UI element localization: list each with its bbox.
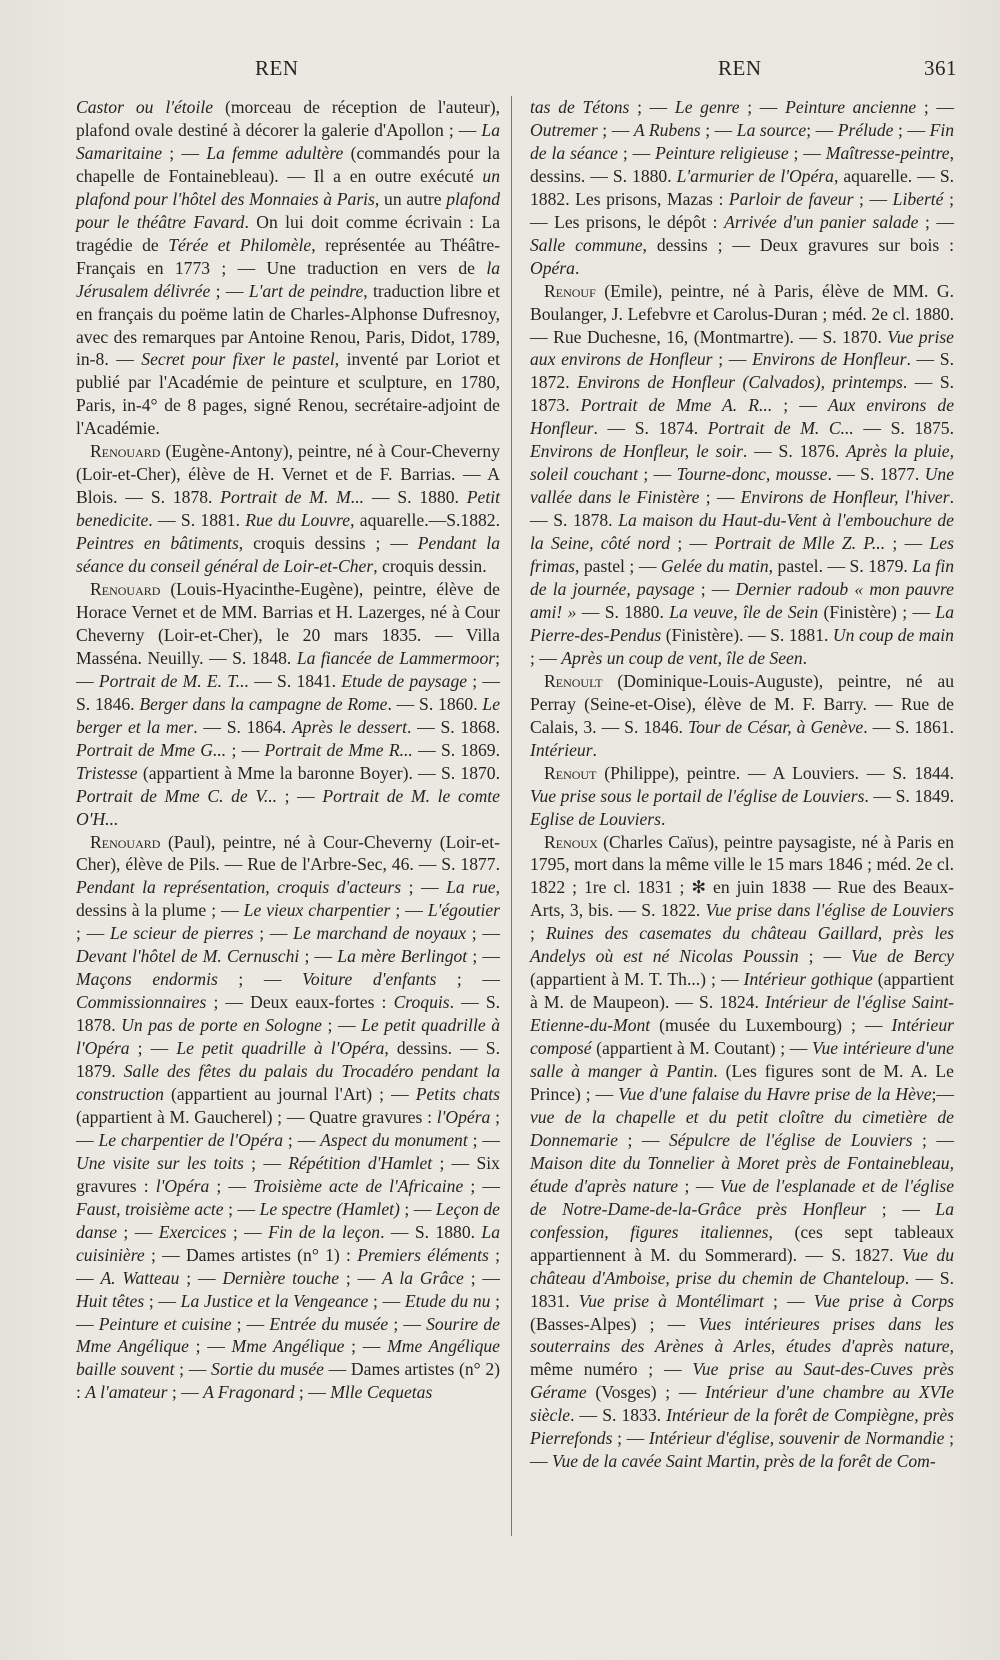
- column-divider: [511, 96, 512, 1536]
- italic-title: Fin de la séance: [530, 119, 955, 163]
- text-run: (Finistère) ; —: [818, 601, 936, 622]
- text-run: — S. 1880.: [364, 487, 467, 508]
- italic-title: l'Opéra: [436, 1106, 491, 1127]
- italic-title: La Samaritaine: [76, 119, 500, 163]
- entry-headword: Renouf: [544, 280, 596, 301]
- text-run: ; —: [617, 142, 656, 163]
- italic-title: Intérieur d'une chambre au XVIe siècle: [530, 1382, 954, 1426]
- italic-title: Etude du nu: [404, 1290, 491, 1311]
- text-run: ; —: [463, 1175, 501, 1196]
- italic-title: Portrait de M. C...: [707, 418, 854, 439]
- text-run: ; —: [700, 119, 737, 140]
- text-run: ; —: [612, 1428, 649, 1449]
- text-run: (Dominique-Louis-Auguste), peintre, né au Perray (Seine-et-Oise), élève de M. F. Barry. — Rue de Calais, 3. — S. 1846.: [530, 670, 954, 737]
- page-number: 361: [924, 56, 957, 80]
- italic-title: Secret pour fixer le pastel: [141, 349, 335, 370]
- italic-title: Après un coup de vent, île de Seen: [561, 647, 803, 668]
- text-run: (Paul), peintre, né à Cour-Cheverny (Loir-et-Cher), élève de Pils. — Rue de l'Arbre-Sec, 46. — S. 1877.: [76, 831, 500, 875]
- text-run: (Louis-Hyacinthe-Eugène), peintre, élève de Horace Vernet et de MM. Barrias et H. Lazerges, né à Cour Cheverny (Loir-et-Cher), le 20 mars 1835. — Villa Masséna. Neuilly. — S. 1848.: [76, 579, 500, 668]
- text-run: (commandés pour la chapelle de Fontainebleau). — Il a en outre exécuté: [76, 142, 500, 186]
- italic-title: Etude de paysage: [341, 670, 468, 691]
- italic-title: Parloir de faveur: [728, 188, 854, 209]
- italic-title: Prélude: [837, 119, 894, 140]
- text-run: ; — Six gravures :: [76, 1152, 500, 1196]
- text-run: ; — Deux eaux-fortes :: [206, 992, 394, 1013]
- entry-headword: Renouard: [90, 831, 161, 852]
- italic-title: Portrait de M. E. T...: [98, 670, 249, 691]
- italic-title: Une vallée dans le Finistère: [530, 464, 955, 508]
- italic-title: A. Watteau: [100, 1267, 180, 1288]
- text-run: , dessins ; — Deux gravures sur bois :: [642, 234, 954, 255]
- italic-title: La fiancée de Lammermoor: [296, 647, 496, 668]
- text-run: , aquarelle. — S. 1882. Les prisons, Mazas :: [530, 165, 954, 209]
- text-run: ; —: [299, 946, 338, 967]
- text-run: ; —: [885, 533, 930, 554]
- italic-title: A la Grâce: [382, 1267, 464, 1288]
- text-run: — S. 1875.: [853, 418, 955, 439]
- text-run: ; —: [788, 142, 826, 163]
- italic-title: La Pierre-des-Pendus: [530, 601, 954, 645]
- text-run: (appartient à Mme la baronne Boyer). — S. 1870.: [137, 762, 500, 783]
- text-run: ; —: [226, 1221, 269, 1242]
- italic-title: Croquis: [393, 992, 450, 1013]
- text-run: ; —: [231, 1313, 270, 1334]
- italic-title: Vue intérieure d'une salle à manger à Pantin: [530, 1038, 954, 1082]
- italic-title: Portrait de M. le comte O'H...: [76, 785, 500, 829]
- entry-headword: Renouard: [90, 579, 161, 600]
- italic-title: Petits chats: [415, 1083, 500, 1104]
- italic-title: La femme adultère: [206, 142, 344, 163]
- text-run: (Charles Caïus), peintre paysagiste, né à Paris en 1795, mort dans la même ville le 15 mars 1846 ; méd. 2e cl. 1822 ; 1re cl. 1831 ; ✻ en juin 1838 — Rue des Beaux-Arts, 3, bis. — S. 1822.: [530, 831, 954, 921]
- italic-title: Intérieur composé: [530, 1015, 954, 1059]
- italic-title: Mme Angélique baille souvent: [76, 1336, 500, 1380]
- italic-title: Mme Angélique: [231, 1336, 345, 1357]
- text-run: ; — Dames artistes (n° 1) :: [144, 1244, 358, 1265]
- italic-title: Intérieur gothique: [743, 969, 873, 990]
- italic-title: Pendant la représentation, croquis d'acteurs: [76, 877, 402, 898]
- text-run: ; —: [209, 1175, 254, 1196]
- text-run: (Eugène-Antony), peintre, né à Cour-Cheverny (Loir-et-Cher), élève de H. Vernet et de F. Barrias. — A Blois. — S. 1878.: [76, 441, 500, 508]
- text-run: , un autre: [374, 188, 447, 209]
- italic-title: Peinture et cuisine: [98, 1313, 232, 1334]
- italic-title: Tourne-donc, mousse: [676, 464, 828, 485]
- text-run: ; —: [772, 395, 828, 416]
- text-run: ; —: [283, 1129, 321, 1150]
- text-run: . — S. 1868.: [407, 716, 500, 737]
- text-run: (appartient à M. Gaucherel) ; — Quatre gravures :: [76, 1106, 437, 1127]
- italic-title: La Justice et la Vengeance: [180, 1290, 369, 1311]
- italic-title: Maison dite du Tonnelier à Moret près de Fontainebleau, étude d'après nature: [530, 1152, 954, 1196]
- italic-title: Portrait de Mme A. R...: [580, 395, 773, 416]
- italic-title: Après le dessert: [291, 716, 408, 737]
- italic-title: Environs de Honfleur, le soir: [530, 441, 743, 462]
- italic-title: Un pas de porte en Sologne: [121, 1015, 322, 1036]
- italic-title: L'égoutier: [427, 900, 501, 921]
- text-run: ; —: [530, 1428, 954, 1472]
- text-run: ; —: [167, 1382, 204, 1403]
- right-column: [530, 96, 954, 1473]
- text-run: ; —: [344, 1336, 388, 1357]
- italic-title: Environs de Honfleur: [752, 349, 907, 370]
- italic-title: A Rubens: [633, 119, 701, 140]
- text-run: . — S. 1849.: [864, 785, 954, 806]
- italic-title: Le spectre (Hamlet): [259, 1198, 400, 1219]
- text-run: , pastel ; —: [574, 556, 661, 577]
- text-run: . — S. 1880.: [380, 1221, 482, 1242]
- text-run: . — S. 1881.: [148, 510, 246, 531]
- italic-title: plafond pour le théâtre Favard: [76, 188, 501, 232]
- text-run: — Dames artistes (n° 2) :: [76, 1359, 501, 1403]
- text-run: . — S. 1874.: [593, 418, 708, 439]
- italic-title: Vue de Bercy: [851, 946, 954, 967]
- italic-title: Les frimas: [530, 533, 954, 577]
- italic-title: Aspect du monument: [320, 1129, 468, 1150]
- text-run: ; —: [739, 97, 786, 117]
- text-run: (appartient à M. Coutant) ; —: [591, 1038, 813, 1059]
- text-run: ; —: [912, 1129, 954, 1150]
- text-run: ; —: [916, 97, 955, 117]
- text-run: ; —: [763, 1290, 814, 1311]
- italic-title: Portrait de Mlle Z. P...: [714, 533, 886, 554]
- text-run: (musée du Luxembourg) ; —: [650, 1015, 892, 1036]
- entry-headword: Renout: [544, 762, 597, 783]
- text-run: ; —: [466, 923, 500, 944]
- italic-title: Maîtresse-peintre: [825, 142, 950, 163]
- text-run: ; — Les prisons, le dépôt :: [530, 188, 954, 232]
- text-run: ; —: [179, 1267, 223, 1288]
- text-run: ; —: [463, 1267, 501, 1288]
- text-run: ; —: [223, 1198, 260, 1219]
- text-run: ; —: [76, 923, 110, 944]
- italic-title: Opéra: [530, 257, 575, 278]
- text-run: (morceau de réception de l'auteur), plafond ovale destiné à décorer la galerie d'Apollon ; —: [76, 97, 500, 140]
- text-run: , inventé par Loriot et publié par l'Académie de peinture et sculpture, en 1780, Paris, in-4° de 8 pages, signé Renou, secrétaire-adjoint de l'Académie.: [76, 349, 500, 439]
- text-run: . (Les figures sont de M. A. Le Prince) ; —: [530, 1061, 954, 1104]
- text-run: , croquis dessins ; —: [238, 533, 418, 554]
- text-run: , dessins. — S. 1880.: [530, 142, 954, 186]
- text-run: (Emile), peintre, né à Paris, élève de MM. G. Boulanger, J. Lefebvre et Carolus-Duran ; méd. 2e cl. 1880. — Rue Duchesne, 16, (Montmartre). — S. 1870.: [530, 280, 954, 347]
- italic-title: Vue prise aux environs de Honfleur: [530, 326, 954, 370]
- italic-title: La rue: [446, 877, 496, 898]
- italic-title: Exercices: [158, 1221, 227, 1242]
- italic-title: Aux environs de Honfleur: [530, 395, 955, 439]
- italic-title: Dernière touche: [222, 1267, 340, 1288]
- text-run: ; —: [678, 1175, 720, 1196]
- text-run: ; —: [188, 1336, 232, 1357]
- text-run: ; —: [670, 533, 715, 554]
- text-run: ; —: [712, 349, 753, 370]
- text-run: ; —: [174, 1359, 212, 1380]
- italic-title: Fin de la leçon: [268, 1221, 381, 1242]
- text-run: ; —: [597, 119, 634, 140]
- italic-title: Environs de Honfleur (Calvados), printemps: [577, 372, 903, 393]
- italic-title: Rue du Louvre: [245, 510, 351, 531]
- text-run: ; —: [390, 900, 428, 921]
- italic-title: La confession, figures italiennes: [530, 1198, 954, 1242]
- text-run: ; —: [467, 946, 500, 967]
- text-run: ; —: [467, 1129, 500, 1150]
- italic-title: La fin de la journée, paysage: [530, 556, 954, 600]
- italic-title: Intérieur: [530, 739, 593, 760]
- text-run: (appartient au journal l'Art) ; —: [163, 1083, 416, 1104]
- italic-title: Vue de la cavée Saint Martin, près de la forêt de Com-: [552, 1451, 936, 1472]
- entry-paragraph: [530, 670, 954, 762]
- entry-paragraph: [76, 440, 500, 578]
- italic-title: Faust, troisième acte: [76, 1198, 224, 1219]
- text-run: ; —: [294, 1382, 331, 1403]
- text-run: . On lui doit comme écrivain : La tragédie de: [76, 211, 500, 255]
- italic-title: la Jérusalem délivrée: [76, 257, 500, 301]
- italic-title: Vue prise à Montélimart: [578, 1290, 764, 1311]
- entry-paragraph: [76, 831, 500, 1405]
- italic-title: La mère Berlingot: [337, 946, 468, 967]
- italic-title: Intérieur de la forêt de Compiègne, près Pierrefonds: [530, 1405, 954, 1449]
- italic-title: L'art de peindre: [248, 280, 364, 301]
- entry-paragraph: [530, 280, 954, 670]
- text-run: .: [660, 808, 666, 829]
- text-run: ; —: [76, 1290, 500, 1334]
- text-run: . — S. 1861.: [863, 716, 954, 737]
- text-run: ; —: [76, 1106, 500, 1150]
- italic-title: Un coup de main: [832, 624, 954, 645]
- text-run: ; —: [253, 923, 294, 944]
- running-head-right: REN: [718, 56, 762, 80]
- italic-title: Salle commune: [530, 234, 643, 255]
- italic-title: Portrait de Mme G...: [76, 739, 227, 760]
- italic-title: La veuve, île de Sein: [669, 601, 819, 622]
- italic-title: Le berger et la mer: [76, 693, 500, 737]
- text-run: ; —: [530, 647, 562, 668]
- text-run: ; —: [699, 487, 741, 508]
- italic-title: Vue du château d'Amboise, prise du chemin de Chanteloup: [530, 1244, 954, 1288]
- text-run: , dessins. — S. 1879.: [76, 1038, 500, 1082]
- italic-title: Intérieur de l'église Saint-Etienne-du-Mont: [530, 992, 954, 1036]
- text-run: (Finistère). — S. 1881.: [661, 624, 833, 645]
- italic-title: Arrivée d'un panier salade: [724, 211, 919, 232]
- italic-title: Peintres en bâtiments: [76, 533, 239, 554]
- text-run: . — S. 1878.: [76, 992, 500, 1036]
- text-run: ; — S. 1846.: [76, 670, 501, 714]
- text-run: . — S. 1860.: [387, 693, 483, 714]
- italic-title: Le genre: [674, 97, 740, 117]
- text-run: ; —: [368, 1290, 405, 1311]
- italic-title: Portrait de M. M...: [220, 487, 365, 508]
- italic-title: A Fragonard: [203, 1382, 295, 1403]
- text-run: ; —: [436, 969, 501, 990]
- text-run: ; —: [243, 1152, 289, 1173]
- entry-paragraph: [530, 762, 954, 831]
- text-run: ; —: [129, 1038, 177, 1059]
- text-run: ; —: [401, 877, 447, 898]
- italic-title: Portrait de Mme C. de V...: [76, 785, 278, 806]
- italic-title: Le petit quadrille à l'Opéra: [76, 1015, 501, 1059]
- entry-paragraph: [530, 831, 954, 1474]
- italic-title: Commissionnaires: [76, 992, 207, 1013]
- italic-title: Tristesse: [76, 762, 138, 783]
- text-run: ; —: [388, 1313, 427, 1334]
- text-run: (Philippe), peintre. — A Louviers. — S. 1844.: [596, 762, 954, 783]
- text-run: , (ces sept tableaux appartiennent à M. du Sommerard). — S. 1827.: [530, 1221, 954, 1265]
- italic-title: Tour de César, à Genève: [687, 716, 864, 737]
- italic-title: Salle des fêtes du palais du Trocadéro pendant la construction: [76, 1061, 501, 1104]
- continued-paragraph: [76, 96, 500, 440]
- text-run: (appartient à M. T. Th...) ; —: [530, 969, 744, 990]
- text-run: ; —: [918, 211, 954, 232]
- italic-title: Environs de Honfleur, l'hiver: [740, 487, 950, 508]
- italic-title: Peinture religieuse: [655, 142, 789, 163]
- text-run: , aquarelle.—S.1882.: [350, 510, 500, 531]
- italic-title: Le vieux charpentier: [243, 900, 391, 921]
- text-run: . — S. 1877.: [827, 464, 925, 485]
- text-run: (Vosges) ; —: [586, 1382, 706, 1403]
- text-run: (Basses-Alpes) ; —: [530, 1313, 699, 1334]
- italic-title: Le scieur de pierres: [109, 923, 254, 944]
- italic-title: Outremer: [530, 119, 598, 140]
- text-run: , traduction libre et en français du poëme latin de Charles-Alphonse Dufresnoy, avec des remarques par Antoine Renou, Paris, Didot, 1789, in-8. —: [76, 280, 500, 370]
- italic-title: Vue prise à Corps: [813, 1290, 955, 1311]
- text-run: ; —: [893, 119, 930, 140]
- text-run: . — S. 1878.: [530, 487, 954, 531]
- italic-title: Troisième acte de l'Africaine: [253, 1175, 464, 1196]
- text-run: ; —: [806, 119, 838, 140]
- italic-title: Petit benedicite: [76, 487, 501, 531]
- text-run: , dessins à la plume ; —: [76, 877, 500, 921]
- italic-title: Maçons endormis: [76, 969, 218, 990]
- italic-title: Le petit quadrille à l'Opéra: [176, 1038, 385, 1059]
- text-run: .: [592, 739, 597, 760]
- italic-title: La maison du Haut-du-Vent à l'embouchure de la Seine, côté nord: [530, 510, 954, 554]
- continued-paragraph: [530, 96, 954, 280]
- text-run: . — S. 1876.: [742, 441, 847, 462]
- entry-headword: Renoult: [544, 670, 603, 691]
- text-run: ; —: [321, 1015, 362, 1036]
- italic-title: Pendant la séance du conseil général de Loir-et-Cher: [76, 533, 500, 577]
- italic-title: La cuisinière: [76, 1221, 500, 1265]
- entry-headword: Renouard: [90, 441, 161, 462]
- italic-title: Après la pluie, soleil couchant: [530, 441, 954, 485]
- italic-title: Vue prise au Saut-des-Cuves près Gérame: [530, 1359, 955, 1403]
- italic-title: Vue prise sous le portail de l'église de Louviers: [530, 785, 865, 806]
- text-run: — S. 1869.: [412, 739, 500, 760]
- text-run: ; —: [399, 1198, 436, 1219]
- italic-title: Eglise de Louviers: [530, 808, 661, 829]
- italic-title: Leçon de danse: [76, 1198, 500, 1242]
- text-run: ; —: [629, 97, 675, 117]
- text-run: ; —: [76, 1244, 500, 1288]
- text-run: ; —: [798, 946, 852, 967]
- italic-title: Peinture ancienne: [785, 97, 917, 117]
- text-run: ; —: [637, 464, 677, 485]
- italic-title: l'Opéra: [155, 1175, 210, 1196]
- text-run: ;: [530, 923, 546, 944]
- italic-title: vue de la chapelle et du petit cloître du cimetière de Donnemarie: [530, 1106, 954, 1150]
- italic-title: La source: [736, 119, 807, 140]
- text-run: . — S. 1831.: [530, 1267, 954, 1311]
- italic-title: Térée et Philomèle: [168, 234, 312, 255]
- text-run: , pastel. — S. 1879.: [768, 556, 913, 577]
- italic-title: A l'amateur: [85, 1382, 168, 1403]
- italic-title: Berger dans la campagne de Rome: [139, 693, 388, 714]
- italic-title: Sépulcre de l'église de Louviers: [669, 1129, 913, 1150]
- text-run: ; —: [226, 739, 265, 760]
- entry-paragraph: [76, 578, 500, 830]
- italic-title: Gelée du matin: [660, 556, 769, 577]
- italic-title: Vues intérieures prises dans les souterrains des Arènes à Arles, études d'après nature: [530, 1313, 954, 1357]
- text-run: ; —: [162, 142, 207, 163]
- italic-title: Voiture d'enfants: [302, 969, 437, 990]
- text-run: . — S. 1872.: [530, 349, 954, 393]
- italic-title: Liberté: [892, 188, 944, 209]
- italic-title: Vue d'une falaise du Havre prise de la Hève: [618, 1083, 932, 1104]
- text-run: ; —: [117, 1221, 159, 1242]
- italic-title: Le marchand de noyaux: [293, 923, 467, 944]
- text-run: ; —: [694, 579, 736, 600]
- text-run: ; —: [617, 1129, 669, 1150]
- italic-title: Le charpentier de l'Opéra: [98, 1129, 284, 1150]
- italic-title: Huit têtes: [76, 1290, 145, 1311]
- text-run: — S. 1880.: [576, 601, 670, 622]
- text-run: . — S. 1873.: [530, 372, 954, 416]
- text-run: ; —: [853, 188, 893, 209]
- text-run: , croquis dessin.: [373, 556, 487, 577]
- italic-title: Dernier radoub « mon pauvre ami! »: [530, 579, 954, 622]
- text-run: ; —: [144, 1290, 181, 1311]
- italic-title: L'armurier de l'Opéra: [676, 165, 834, 186]
- italic-title: Sortie du musée: [211, 1359, 324, 1380]
- italic-title: un plafond pour l'hôtel des Monnaies à Paris: [76, 165, 500, 209]
- italic-title: Entrée du musée: [269, 1313, 389, 1334]
- text-run: ; —: [866, 1198, 936, 1219]
- text-run: .: [802, 647, 808, 668]
- text-run: ; —: [277, 785, 323, 806]
- left-column: [76, 96, 500, 1404]
- text-run: ; —: [210, 280, 249, 301]
- italic-title: Castor ou l'étoile: [76, 97, 214, 117]
- italic-title: Devant l'hôtel de M. Cernuschi: [76, 946, 300, 967]
- text-run: . — S. 1833.: [570, 1405, 667, 1426]
- italic-title: Ruines des casemates du château Gaillard, près les Andelys où est né Nicolas Poussin: [530, 923, 954, 967]
- italic-title: Une visite sur les toits: [76, 1152, 244, 1173]
- text-run: ; —: [217, 969, 303, 990]
- italic-title: Portrait de Mme R...: [264, 739, 413, 760]
- italic-title: Répétition d'Hamlet: [288, 1152, 433, 1173]
- text-run: (appartient à M. de Maupeon). — S. 1824.: [530, 969, 955, 1013]
- text-run: . — S. 1864.: [193, 716, 292, 737]
- text-run: , représentée au Théâtre-Français en 1773 ; — Une traduction en vers de: [76, 234, 500, 278]
- italic-title: Mlle Cequetas: [330, 1382, 433, 1403]
- italic-title: Premiers éléments: [357, 1244, 489, 1265]
- italic-title: Intérieur d'église, souvenir de Normandie: [648, 1428, 945, 1449]
- entry-headword: Renoux: [544, 831, 598, 852]
- italic-title: Vue de l'esplanade et de l'église de Notre-Dame-de-la-Grâce près Honfleur: [530, 1175, 954, 1219]
- text-run: .: [574, 257, 580, 278]
- text-run: ;—: [931, 1083, 954, 1104]
- running-head-left: REN: [255, 56, 299, 80]
- text-run: ; —: [76, 647, 501, 691]
- text-run: , même numéro ; —: [530, 1336, 954, 1380]
- italic-title: Vue prise dans l'église de Louviers: [705, 900, 954, 921]
- italic-title: tas de Tétons: [530, 97, 630, 117]
- text-run: ; —: [339, 1267, 383, 1288]
- italic-title: Sourire de Mme Angélique: [76, 1313, 500, 1357]
- text-run: — S. 1841.: [248, 670, 342, 691]
